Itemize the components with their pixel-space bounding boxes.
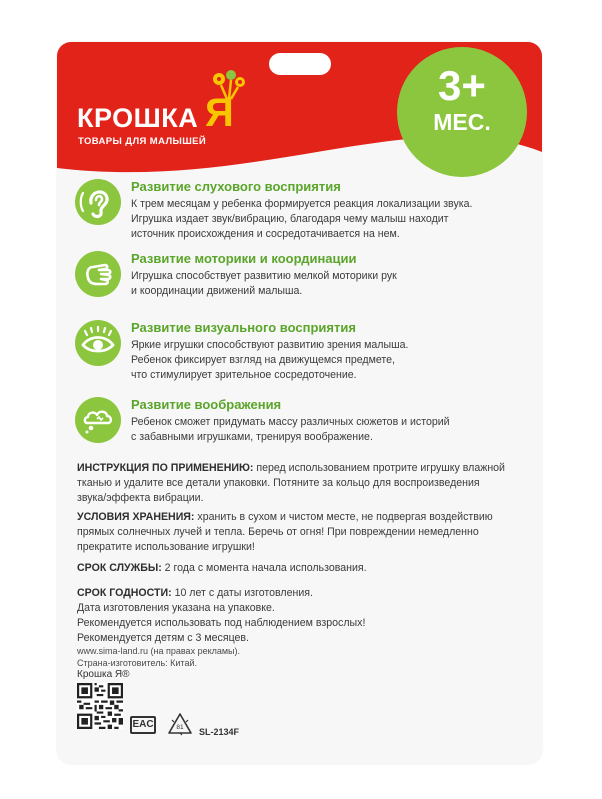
feature-line: источник происхождения и сосредотачивается на нем. (131, 228, 400, 240)
shelf-label: СРОК ГОДНОСТИ: (77, 587, 172, 599)
instructions-line: звука/эффекта вибрации. (77, 492, 204, 504)
shelf-text: 10 лет с даты изготовления. (171, 587, 313, 599)
feature-line: Игрушка способствует развитию мелкой моторики рук (131, 270, 397, 282)
feature-title: Развитие моторики и координации (131, 251, 357, 266)
website-line: www.sima-land.ru (на правах рекламы). (77, 646, 241, 656)
feature-line: Ребенок фиксирует взгляд на движущемся предмете, (131, 354, 395, 366)
age-badge (397, 47, 527, 177)
storage-line: хранить в сухом и чистом месте, не подвергая воздействию (194, 511, 493, 523)
brand-logo (77, 91, 247, 149)
instructions-line: тканью и удалите все детали упаковки. Потяните за кольцо для воспроизведения (77, 477, 480, 489)
imagination-cloud-icon (75, 397, 121, 443)
ear-icon (75, 179, 121, 225)
feature-line: Яркие игрушки способствуют развитию зрения малыша. (131, 339, 409, 351)
storage-first-line (77, 510, 522, 525)
age-number: 3+ (438, 62, 486, 109)
instructions-first-line (77, 461, 522, 476)
storage-section (77, 510, 522, 555)
feature-description (131, 197, 526, 242)
sku-code: SL-2134F (199, 727, 240, 737)
shelf-line: Рекомендуется использовать под наблюдением взрослых! (77, 617, 366, 629)
service-life-section (77, 561, 522, 576)
instructions-section (77, 461, 522, 506)
logo-tagline: ТОВАРЫ ДЛЯ МАЛЫШЕЙ (78, 136, 207, 147)
eye-icon (75, 320, 121, 366)
feature-description (131, 269, 526, 299)
recycle-code: 81 (176, 724, 184, 731)
feature-line: что стимулирует зрительное сосредоточение. (131, 369, 357, 381)
logo-letter-ya: Я (205, 91, 234, 135)
feature-title: Развитие визуального восприятия (131, 320, 356, 335)
recycle-icon (167, 712, 193, 736)
service-label: СРОК СЛУЖБЫ: (77, 562, 162, 574)
feature-description (131, 415, 526, 445)
instructions-label: ИНСТРУКЦИЯ ПО ПРИМЕНЕНИЮ: (77, 462, 254, 474)
hand-icon (75, 251, 121, 297)
eac-mark: EAC (130, 716, 156, 734)
age-unit: МЕС. (433, 109, 491, 135)
feature-line: Игрушка издает звук/вибрацию, благодаря чему малыш находит (131, 213, 449, 225)
hang-hole (269, 53, 331, 75)
feature-title: Развитие воображения (131, 397, 282, 412)
service-text: 2 года с момента начала использования. (161, 562, 367, 574)
country-line: Страна-изготовитель: Китай. (77, 658, 197, 668)
feature-line: К трем месяцам у ребенка формируется реакция локализации звука. (131, 198, 473, 210)
qr-code (77, 683, 123, 729)
shelf-line: Рекомендуется детям с 3 месяцев. (77, 632, 250, 644)
feature-line: и координации движений малыша. (131, 285, 303, 297)
instructions-line: перед использованием протрите игрушку влажной (253, 462, 505, 474)
shelf-first-line (77, 586, 522, 601)
brand-mark: Крошка Я® (77, 669, 130, 680)
feature-line: Ребенок сможет придумать массу различных сюжетов и историй (131, 416, 450, 428)
feature-title: Развитие слухового восприятия (131, 179, 341, 194)
service-line (77, 561, 522, 576)
shelf-life-section (77, 586, 522, 646)
storage-label: УСЛОВИЯ ХРАНЕНИЯ: (77, 511, 195, 523)
storage-line: прямых солнечных лучей и тепла. Беречь от огня! При повреждении немедленно (77, 526, 479, 538)
feature-line: с забавными игрушками, тренируя воображение. (131, 431, 373, 443)
small-print (77, 645, 522, 669)
feature-description (131, 338, 526, 383)
logo-wordmark: КРОШКА (77, 103, 199, 133)
storage-line: прекратите использование игрушки! (77, 541, 255, 553)
shelf-line: Дата изготовления указана на упаковке. (77, 602, 275, 614)
